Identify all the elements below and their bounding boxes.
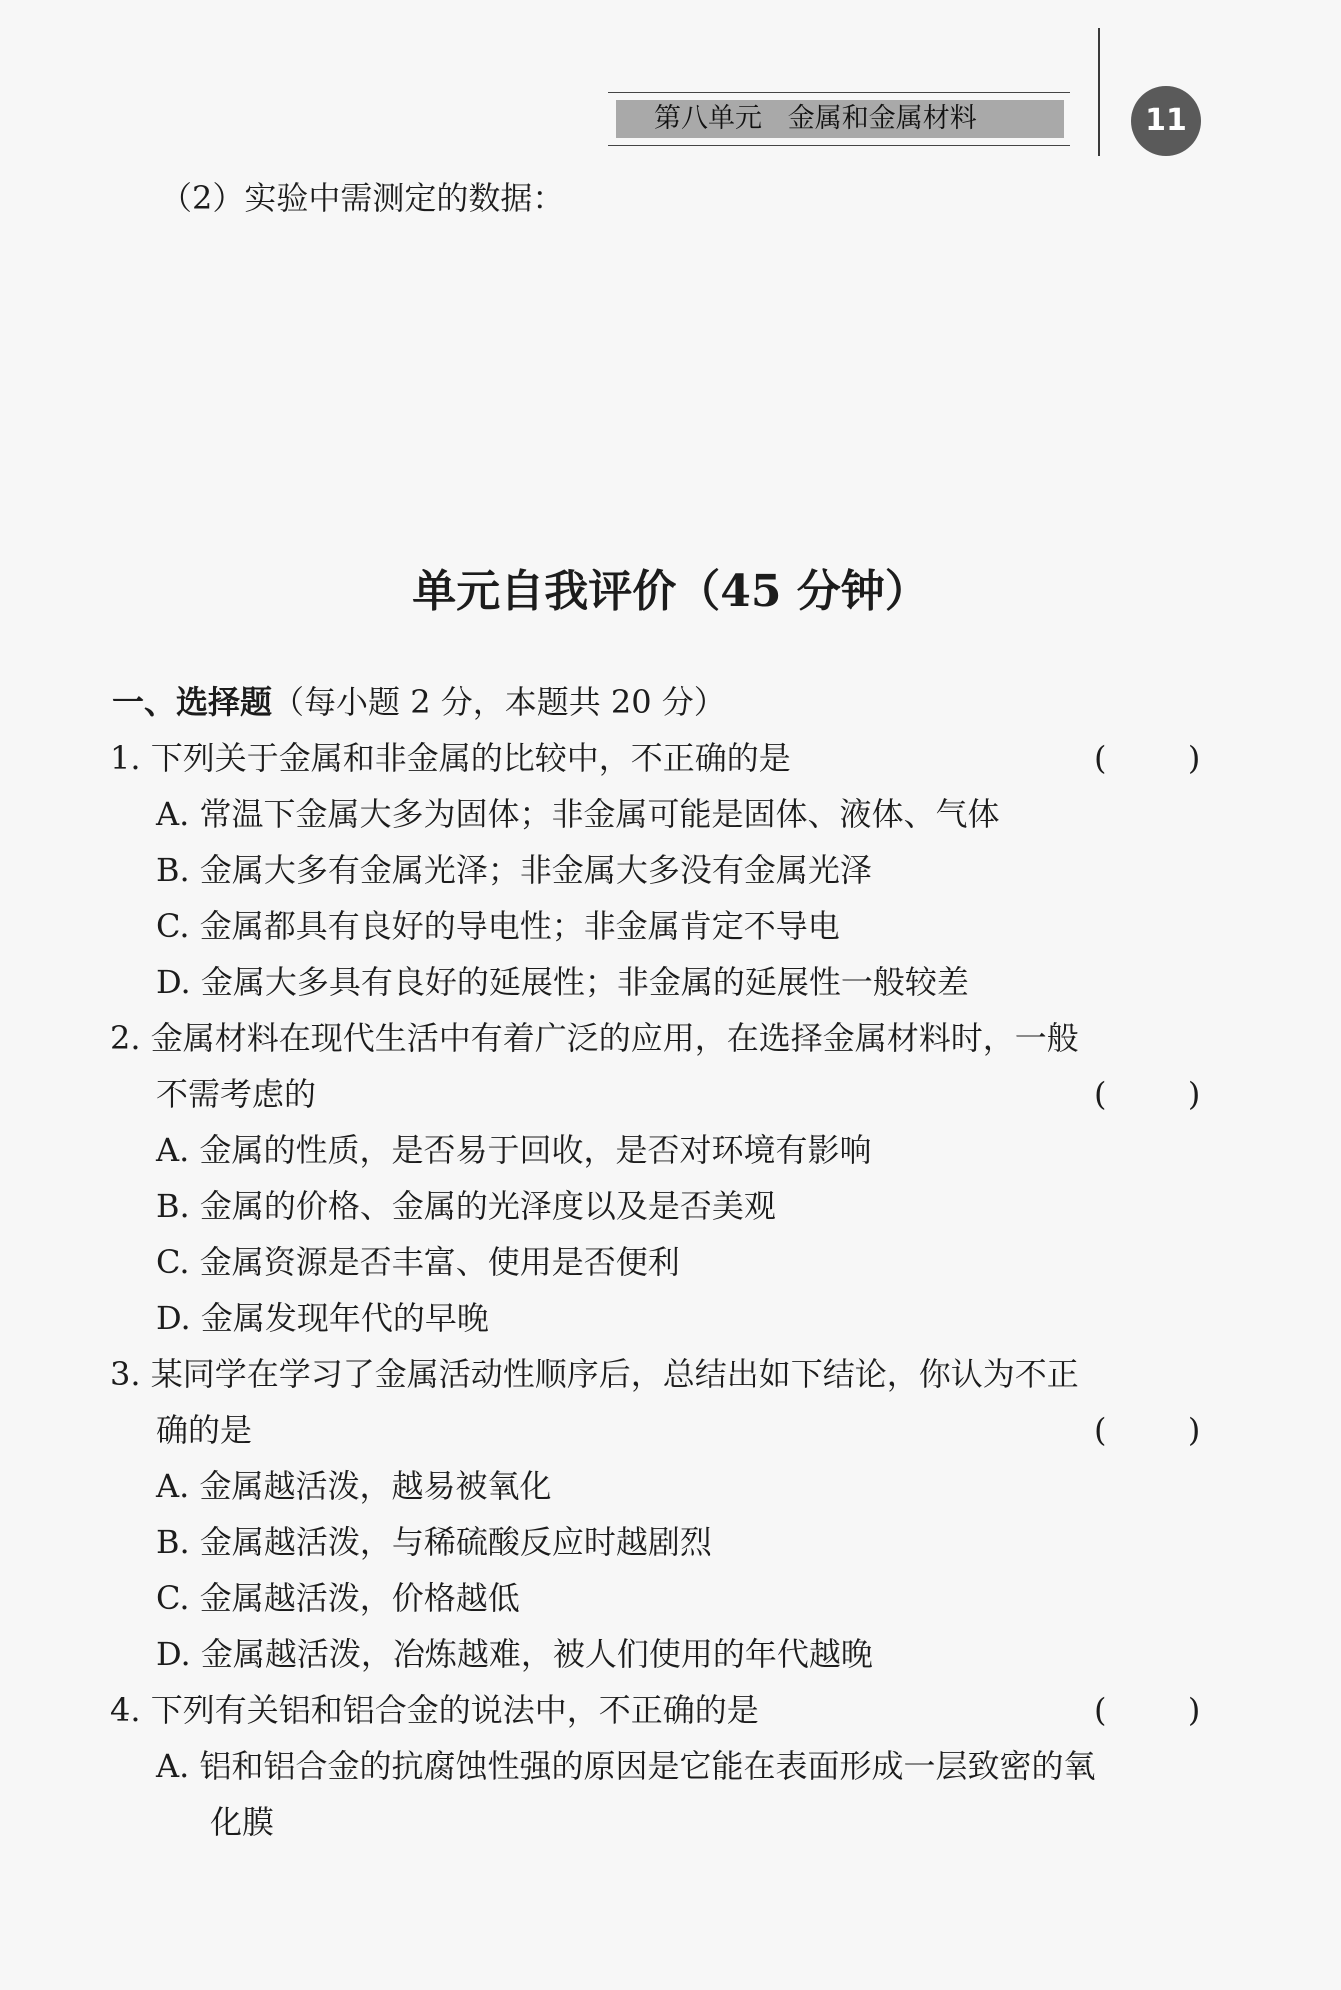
question-3-stem: 3. 某同学在学习了金属活动性顺序后，总结出如下结论，你认为不正	[110, 1355, 1079, 1393]
question-2-option-c: C. 金属资源是否丰富、使用是否便利	[156, 1243, 680, 1281]
part-heading	[112, 680, 726, 724]
question-3-answer-blank: ( )	[1094, 1411, 1201, 1449]
section-title: 单元自我评价（45 分钟）	[412, 566, 929, 617]
question-2-option-a: A. 金属的性质，是否易于回收，是否对环境有影响	[156, 1131, 872, 1169]
question-4-answer-blank: ( )	[1094, 1691, 1201, 1729]
question-1-answer-blank: ( )	[1094, 739, 1201, 777]
header-vertical-rule	[1098, 28, 1100, 156]
page-number-badge: 11	[1131, 86, 1201, 156]
question-4-stem: 4. 下列有关铝和铝合金的说法中，不正确的是	[110, 1691, 759, 1729]
question-3-option-d: D. 金属越活泼，冶炼越难，被人们使用的年代越晚	[156, 1635, 873, 1673]
question-1-option-a: A. 常温下金属大多为固体；非金属可能是固体、液体、气体	[156, 795, 1000, 833]
part-label: 一、选择题	[112, 683, 273, 721]
question-3-option-c: C. 金属越活泼，价格越低	[156, 1579, 520, 1617]
part-note: （每小题 2 分，本题共 20 分）	[272, 683, 726, 721]
question-4-option-a-continued: 化膜	[210, 1803, 275, 1841]
question-1-option-b: B. 金属大多有金属光泽；非金属大多没有金属光泽	[156, 851, 872, 889]
question-2-option-b: B. 金属的价格、金属的光泽度以及是否美观	[156, 1187, 776, 1225]
question-2-stem-continued: 不需考虑的	[156, 1075, 317, 1113]
question-1-stem: 1. 下列关于金属和非金属的比较中，不正确的是	[110, 739, 791, 777]
question-1-option-d: D. 金属大多具有良好的延展性；非金属的延展性一般较差	[156, 963, 969, 1001]
previous-question-item: （2）实验中需测定的数据：	[160, 179, 565, 217]
chapter-title: 第八单元 金属和金属材料	[616, 100, 1064, 138]
question-4-option-a: A. 铝和铝合金的抗腐蚀性强的原因是它能在表面形成一层致密的氧	[156, 1747, 1096, 1785]
question-3-stem-continued: 确的是	[156, 1411, 253, 1449]
header-rule-bottom	[608, 145, 1070, 146]
question-2-answer-blank: ( )	[1094, 1075, 1201, 1113]
question-3-option-b: B. 金属越活泼，与稀硫酸反应时越剧烈	[156, 1523, 712, 1561]
question-3-option-a: A. 金属越活泼，越易被氧化	[156, 1467, 552, 1505]
question-2-stem: 2. 金属材料在现代生活中有着广泛的应用，在选择金属材料时，一般	[110, 1019, 1079, 1057]
header-rule-top	[608, 92, 1070, 93]
question-2-option-d: D. 金属发现年代的早晚	[156, 1299, 489, 1337]
question-1-option-c: C. 金属都具有良好的导电性；非金属肯定不导电	[156, 907, 840, 945]
